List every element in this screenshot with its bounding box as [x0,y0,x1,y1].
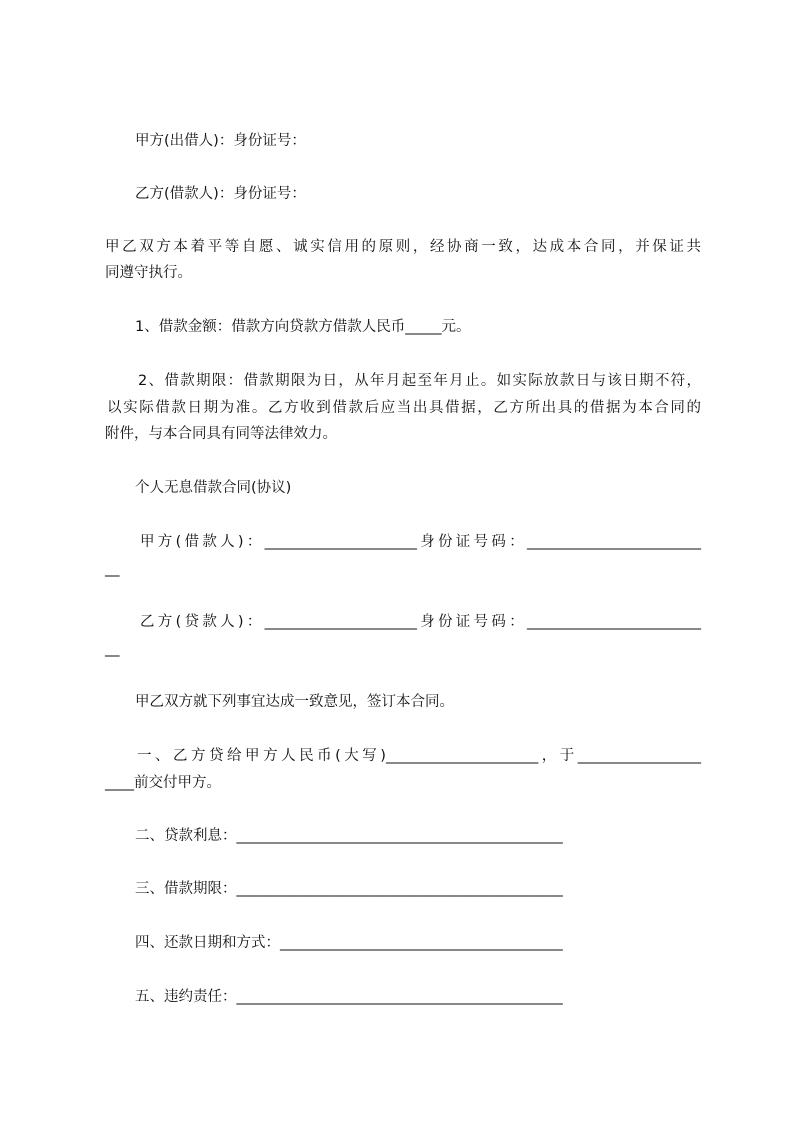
party-b-lender-fill-line: 乙方(贷款人)：_____________________身份证号码：________________________ [140,614,701,630]
preamble-line-2: 同遵守执行。 [105,265,192,281]
party-a-lender-line: 甲方(出借人)：身份证号： [135,133,306,149]
article-3-term: 三、借款期限：_____________________________________________ [135,881,563,897]
party-b-borrower-line: 乙方(借款人)：身份证号： [135,186,306,202]
article-5-liability: 五、违约责任：_____________________________________________ [135,989,563,1005]
contract-title: 个人无息借款合同(协议) [135,480,292,496]
article-2-interest: 二、贷款利息：_____________________________________________ [135,828,563,844]
article-4-repayment: 四、还款日期和方式：_______________________________________ [135,935,563,951]
clause-loan-term-line-3: 附件，与本合同具有同等法律效力。 [105,426,337,442]
preamble-line-1: 甲乙双方本着平等自愿、诚实信用的原则，经协商一致，达成本合同，并保证共 [105,239,701,255]
party-a-borrower-fill-line: 甲方(借款人)：_____________________身份证号码：________________________ [140,534,701,550]
clause-loan-term-line-2: 以实际借款日期为准。乙方收到借款后应当出具借据，乙方所出具的借据为本合同的 [107,400,701,416]
article-1-line-1: 一、乙方贷给甲方人民币(大写)_____________________，于_________________ [137,748,701,764]
party-b-fill-continuation: __ [105,641,120,657]
agreement-statement: 甲乙双方就下列事宜达成一致意见，签订本合同。 [135,694,454,710]
clause-loan-term-line-1: 2、借款期限：借款期限为日，从年月起至年月止。如实际放款日与该日期不符， [138,373,701,389]
article-1-line-2: ____前交付甲方。 [105,775,221,791]
party-a-fill-continuation: __ [105,561,120,577]
clause-loan-amount: 1、借款金额：借款方向贷款方借款人民币_____元。 [135,319,471,335]
